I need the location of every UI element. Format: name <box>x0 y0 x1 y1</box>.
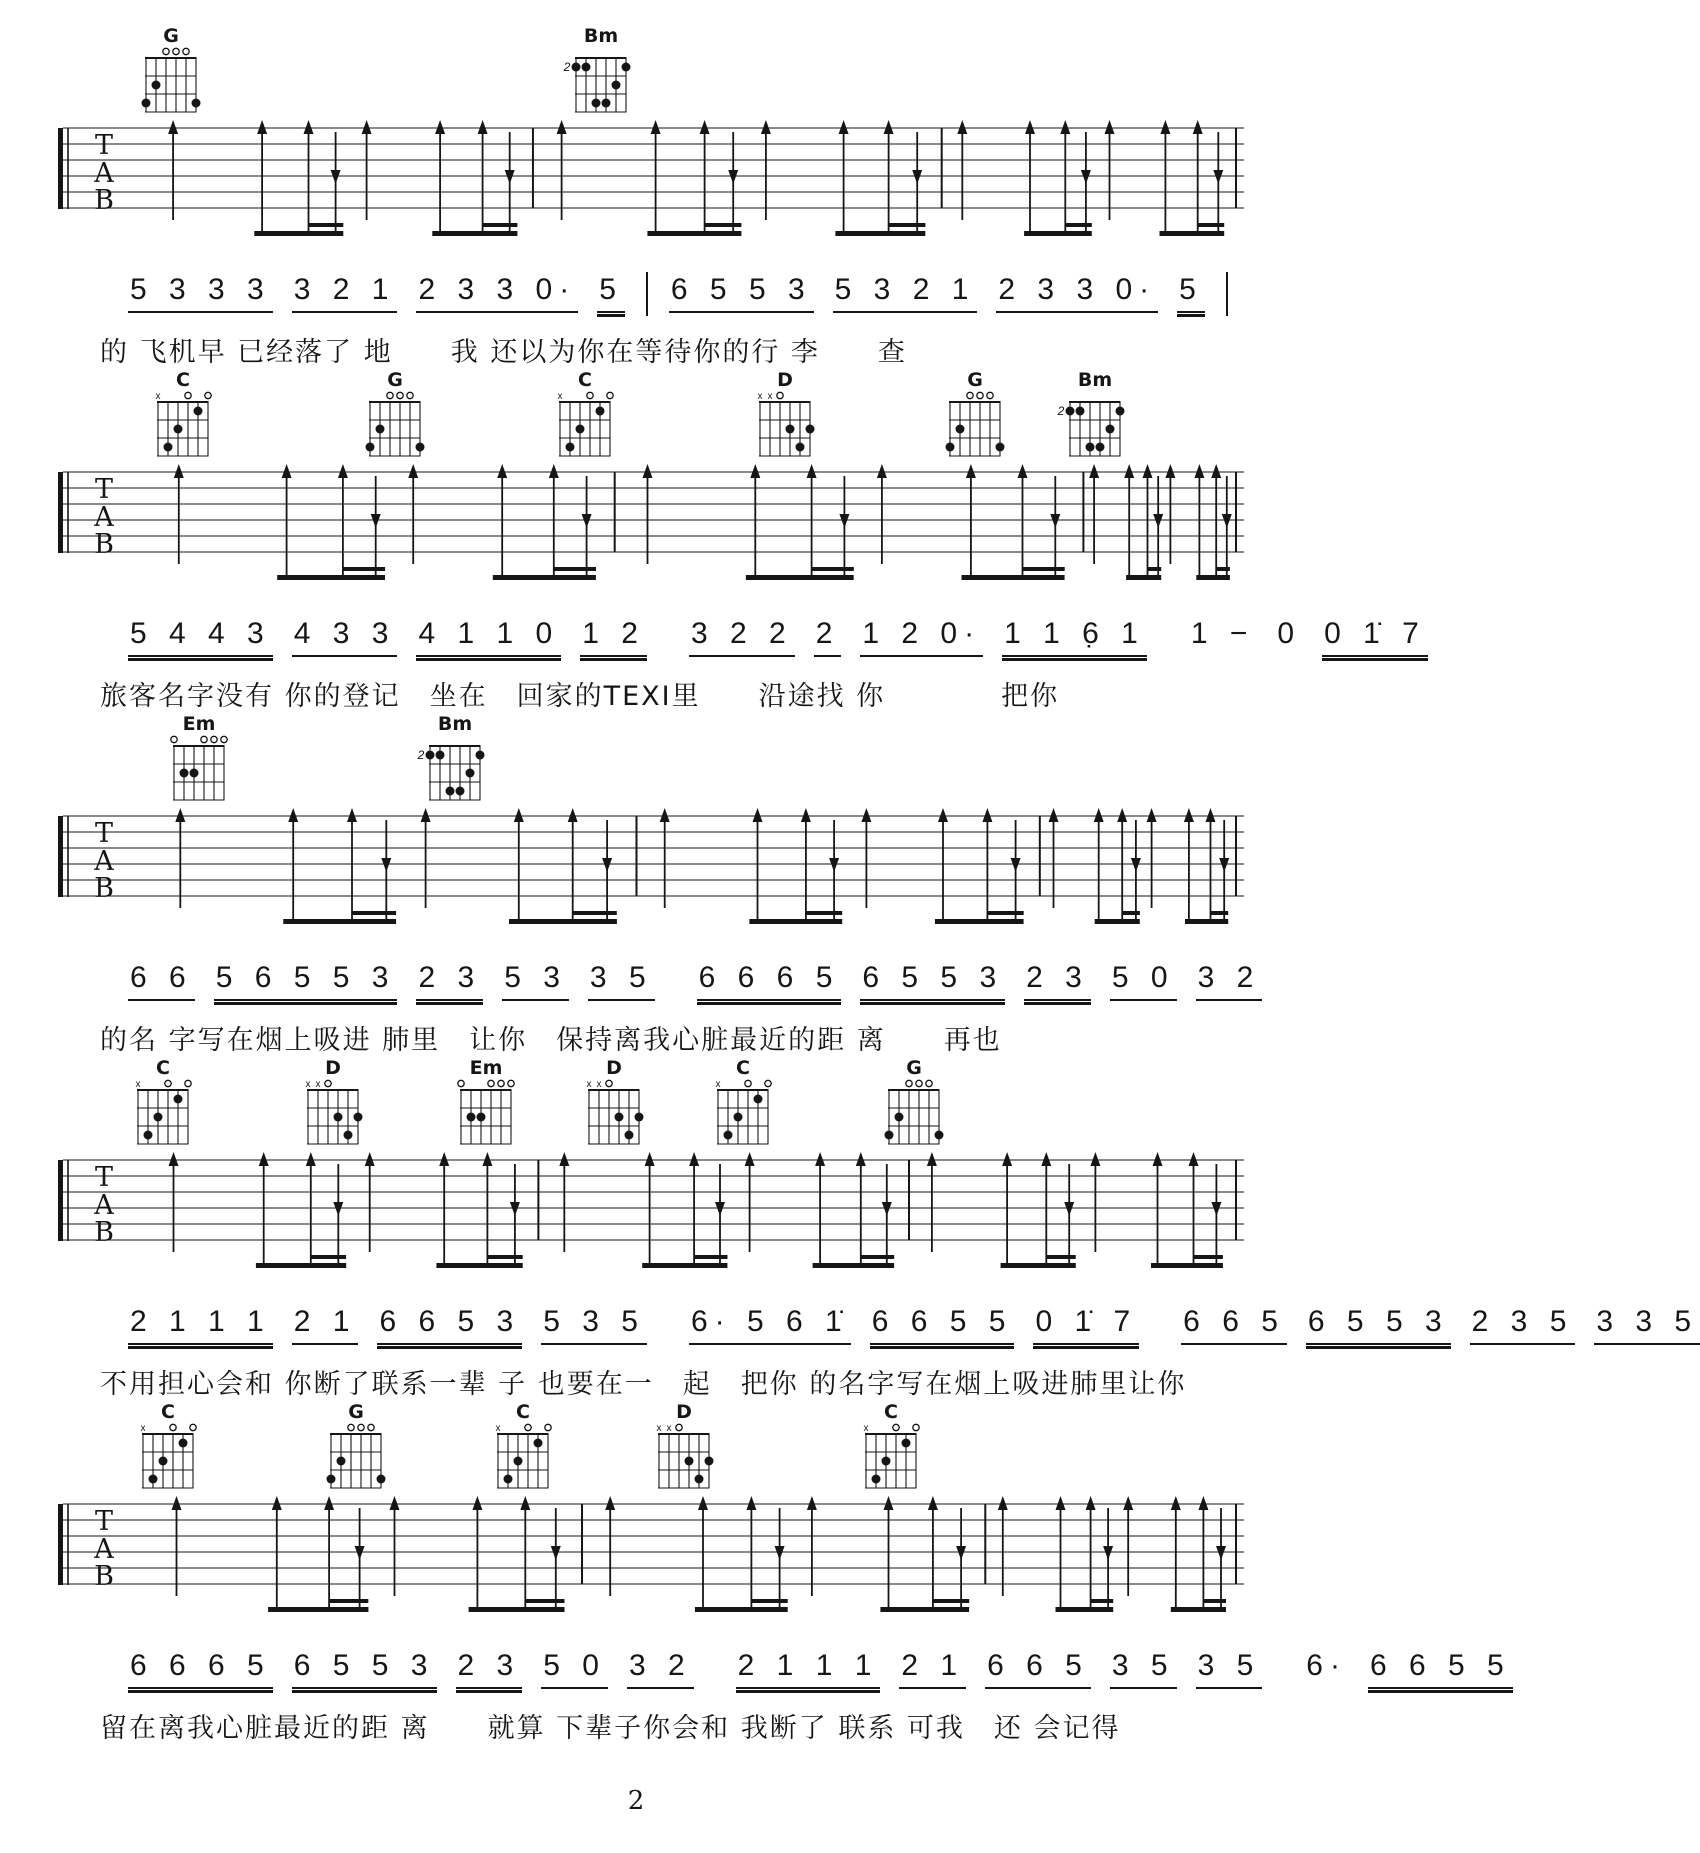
svg-text:D: D <box>325 1057 341 1079</box>
chord-diagram-d <box>292 1058 368 1150</box>
chord-row-3 <box>0 714 1272 806</box>
svg-text:Em: Em <box>469 1057 503 1079</box>
svg-text:B: B <box>94 185 114 216</box>
svg-text:C: C <box>884 1401 898 1423</box>
chord-em <box>158 714 234 811</box>
melody-group: 2 <box>814 618 842 657</box>
chord-diagram-d <box>744 370 820 462</box>
tab-staff-4 <box>0 1150 1272 1302</box>
melody-group: 6 6 <box>128 962 195 1001</box>
melody-group: 4 3 3 <box>292 618 398 657</box>
chord-diagram-c <box>482 1402 558 1494</box>
svg-text:x: x <box>315 1079 321 1090</box>
melody-group: 5 3 <box>502 962 569 1001</box>
svg-text:A: A <box>94 1190 114 1221</box>
melody-group: 3 5 <box>1110 1650 1177 1689</box>
chord-bm <box>414 714 490 811</box>
melody-line-4 <box>0 1305 1699 1360</box>
tab-staff-2 <box>0 462 1272 614</box>
melody-group: 2 1 1 1 <box>736 1650 881 1689</box>
chord-diagram-c <box>127 1402 203 1494</box>
chord-diagram-d <box>643 1402 719 1494</box>
chord-row-1 <box>0 26 1272 118</box>
chord-g <box>354 370 430 467</box>
chord-diagram-c <box>544 370 620 462</box>
melody-group: 6 5 5 3 <box>292 1650 437 1689</box>
svg-text:x: x <box>586 1079 592 1090</box>
melody-group: 6 5 5 3 <box>669 274 814 313</box>
chord-diagram-bm <box>560 26 636 118</box>
svg-text:A: A <box>94 1534 114 1565</box>
melody-group: 2 3 3 0· <box>416 274 578 313</box>
tab-staff-graphic <box>58 462 1248 614</box>
melody-group: 6 6 5 3 <box>377 1306 522 1345</box>
svg-text:x: x <box>666 1423 672 1434</box>
lyrics-line-1: 的 飞机早 已经落了 地 我 还以为你在等待你的行 李 查 <box>100 337 907 368</box>
melody-group: 5 6 5 5 3 <box>214 962 398 1001</box>
chord-diagram-bm <box>1054 370 1130 462</box>
lyrics-line-5: 留在离我心脏最近的距 离 就算 下辈子你会和 我断了 联系 可我 还 会记得 <box>100 1713 1121 1744</box>
lyrics-line-4: 不用担心会和 你断了联系一辈 子 也要在一 起 把你 的名字写在烟上吸进肺里让你 <box>100 1369 1187 1400</box>
melody-line-5 <box>0 1649 1511 1704</box>
chord-c <box>544 370 620 467</box>
svg-text:x: x <box>656 1423 662 1434</box>
chord-row-4 <box>0 1058 1272 1150</box>
svg-text:2: 2 <box>417 748 425 762</box>
melody-group: 2 3 <box>416 962 483 1001</box>
melody-group: 3 2 1 <box>292 274 398 313</box>
svg-text:x: x <box>495 1423 501 1434</box>
melody-group: 6 5 5 3 <box>1306 1306 1451 1345</box>
melody-group: 1 1 6̣ 1 <box>1002 618 1147 657</box>
melody-group: 6 6 6 5 <box>128 1650 273 1689</box>
chord-diagram-g <box>130 26 206 118</box>
melody-group: 4 1 1 0 <box>416 618 561 657</box>
melody-group: 3 2 <box>627 1650 694 1689</box>
tab-staff-graphic <box>58 1150 1248 1302</box>
melody-group: 6 6 6 5 <box>697 962 842 1001</box>
melody-group: 6 5 5 3 <box>860 962 1005 1001</box>
melody-group: 2 3 5 <box>1470 1306 1576 1345</box>
svg-text:C: C <box>736 1057 750 1079</box>
svg-text:C: C <box>578 369 592 391</box>
chord-d <box>744 370 820 467</box>
tab-staff-graphic <box>58 1494 1248 1646</box>
chord-diagram-d <box>573 1058 649 1150</box>
svg-text:C: C <box>516 1401 530 1423</box>
svg-text:C: C <box>156 1057 170 1079</box>
tab-staff-1 <box>0 118 1272 270</box>
lyrics-line-2: 旅客名字没有 你的登记 坐在 回家的TEXI里 沿途找 你 把你 <box>100 681 1060 712</box>
melody-group: 2 1 <box>292 1306 359 1345</box>
svg-text:x: x <box>596 1079 602 1090</box>
melody-group: 3 2 2 <box>689 618 795 657</box>
svg-text:Bm: Bm <box>583 25 619 47</box>
chord-diagram-c <box>142 370 218 462</box>
melody-line-1 <box>0 274 1272 328</box>
svg-text:T: T <box>94 474 114 505</box>
chord-d <box>643 1402 719 1499</box>
svg-text:C: C <box>161 1401 175 1423</box>
chord-diagram-bm <box>414 714 490 806</box>
svg-text:D: D <box>777 369 793 391</box>
chord-diagram-c <box>122 1058 198 1150</box>
melody-group: 5 0 <box>1110 962 1177 1001</box>
chord-bm <box>560 26 636 123</box>
svg-text:Bm: Bm <box>437 713 473 735</box>
melody-line-3 <box>0 962 1272 1016</box>
melody-group: 3 5 <box>588 962 655 1001</box>
melody-group: 3 2 <box>1196 962 1263 1001</box>
svg-text:A: A <box>94 846 114 877</box>
svg-text:x: x <box>767 391 773 402</box>
lyrics-line-3: 的名 字写在烟上吸进 肺里 让你 保持离我心脏最近的距 离 再也 <box>100 1025 1002 1056</box>
system-3 <box>0 714 1272 1056</box>
svg-text:2: 2 <box>563 60 571 74</box>
chord-g <box>934 370 1010 467</box>
melody-group: 2 3 <box>456 1650 523 1689</box>
melody-line-2 <box>0 617 1426 672</box>
melody-group: 6 6 5 <box>985 1650 1091 1689</box>
melody-group: 0 1̇ 7 <box>1033 1306 1139 1345</box>
svg-text:C: C <box>176 369 190 391</box>
svg-text:x: x <box>757 391 763 402</box>
chord-row-2 <box>0 370 1272 462</box>
melody-group: 1 2 0· <box>860 618 983 657</box>
chord-c <box>142 370 218 467</box>
svg-text:Bm: Bm <box>1077 369 1113 391</box>
chord-c <box>850 1402 926 1499</box>
system-5 <box>0 1401 1511 1744</box>
svg-text:2: 2 <box>1057 404 1065 418</box>
melody-group: 5 0 <box>541 1650 608 1689</box>
svg-text:D: D <box>606 1057 622 1079</box>
chord-g <box>315 1402 391 1499</box>
svg-text:G: G <box>348 1401 364 1423</box>
chord-d <box>573 1058 649 1155</box>
svg-text:G: G <box>967 369 983 391</box>
svg-text:T: T <box>94 1162 114 1193</box>
chord-diagram-g <box>934 370 1010 462</box>
svg-text:T: T <box>94 818 114 849</box>
svg-text:x: x <box>140 1423 146 1434</box>
melody-group: 0 <box>1277 617 1302 650</box>
melody-group: 1 − <box>1190 617 1255 650</box>
melody-group: 1 2 <box>580 618 647 657</box>
svg-text:B: B <box>94 529 114 560</box>
chord-diagram-c <box>702 1058 778 1150</box>
svg-text:G: G <box>906 1057 922 1079</box>
page-number: 2 <box>627 1786 645 1816</box>
svg-text:T: T <box>94 1506 114 1537</box>
chord-g <box>130 26 206 123</box>
melody-group: 6 6 5 5 <box>1368 1650 1513 1689</box>
tab-staff-graphic <box>58 806 1248 958</box>
melody-group: 2 3 <box>1024 962 1091 1001</box>
tab-staff-5 <box>0 1494 1272 1646</box>
system-2 <box>0 369 1426 712</box>
svg-text:G: G <box>387 369 403 391</box>
melody-group: 6· 5 6 1̇ <box>689 1306 851 1345</box>
svg-text:T: T <box>94 130 114 161</box>
melody-group: 0 1̇ 7 <box>1322 618 1428 657</box>
melody-group: 5 <box>1177 274 1205 313</box>
melody-group: 6 6 5 <box>1181 1306 1287 1345</box>
svg-text:D: D <box>676 1401 692 1423</box>
chord-c <box>482 1402 558 1499</box>
melody-group: 6 6 5 5 <box>870 1306 1015 1345</box>
measure-barline <box>1226 272 1228 316</box>
melody-group: 3 3 5 <box>1594 1306 1700 1345</box>
svg-text:x: x <box>557 391 563 402</box>
svg-text:Em: Em <box>182 713 216 735</box>
chord-diagram-g <box>873 1058 949 1150</box>
svg-text:x: x <box>135 1079 141 1090</box>
chord-em <box>445 1058 521 1155</box>
system-4 <box>0 1057 1699 1400</box>
melody-group: 5 3 5 <box>541 1306 647 1345</box>
svg-text:x: x <box>863 1423 869 1434</box>
chord-diagram-g <box>315 1402 391 1494</box>
svg-text:B: B <box>94 1217 114 1248</box>
chord-diagram-g <box>354 370 430 462</box>
svg-text:B: B <box>94 873 114 904</box>
svg-text:G: G <box>163 25 179 47</box>
svg-text:B: B <box>94 1561 114 1592</box>
melody-group: 2 3 3 0· <box>996 274 1158 313</box>
chord-row-5 <box>0 1402 1272 1494</box>
svg-text:x: x <box>305 1079 311 1090</box>
measure-barline <box>646 272 648 316</box>
chord-c <box>702 1058 778 1155</box>
chord-diagram-c <box>850 1402 926 1494</box>
chord-diagram-em <box>158 714 234 806</box>
tab-staff-graphic <box>58 118 1248 270</box>
chord-diagram-em <box>445 1058 521 1150</box>
svg-text:A: A <box>94 158 114 189</box>
tab-staff-3 <box>0 806 1272 958</box>
melody-group: 2 1 1 1 <box>128 1306 273 1345</box>
svg-text:A: A <box>94 502 114 533</box>
melody-group: 6· <box>1306 1649 1347 1682</box>
melody-group: 5 3 3 3 <box>128 274 273 313</box>
system-1 <box>0 26 1272 368</box>
chord-d <box>292 1058 368 1155</box>
chord-bm <box>1054 370 1130 467</box>
chord-g <box>873 1058 949 1155</box>
melody-group: 5 4 4 3 <box>128 618 273 657</box>
melody-group: 5 3 2 1 <box>833 274 978 313</box>
chord-c <box>127 1402 203 1499</box>
melody-group: 3 5 <box>1196 1650 1263 1689</box>
melody-group: 2 1 <box>899 1650 966 1689</box>
svg-text:x: x <box>715 1079 721 1090</box>
melody-group: 5 <box>597 274 625 313</box>
svg-text:x: x <box>155 391 161 402</box>
chord-c <box>122 1058 198 1155</box>
